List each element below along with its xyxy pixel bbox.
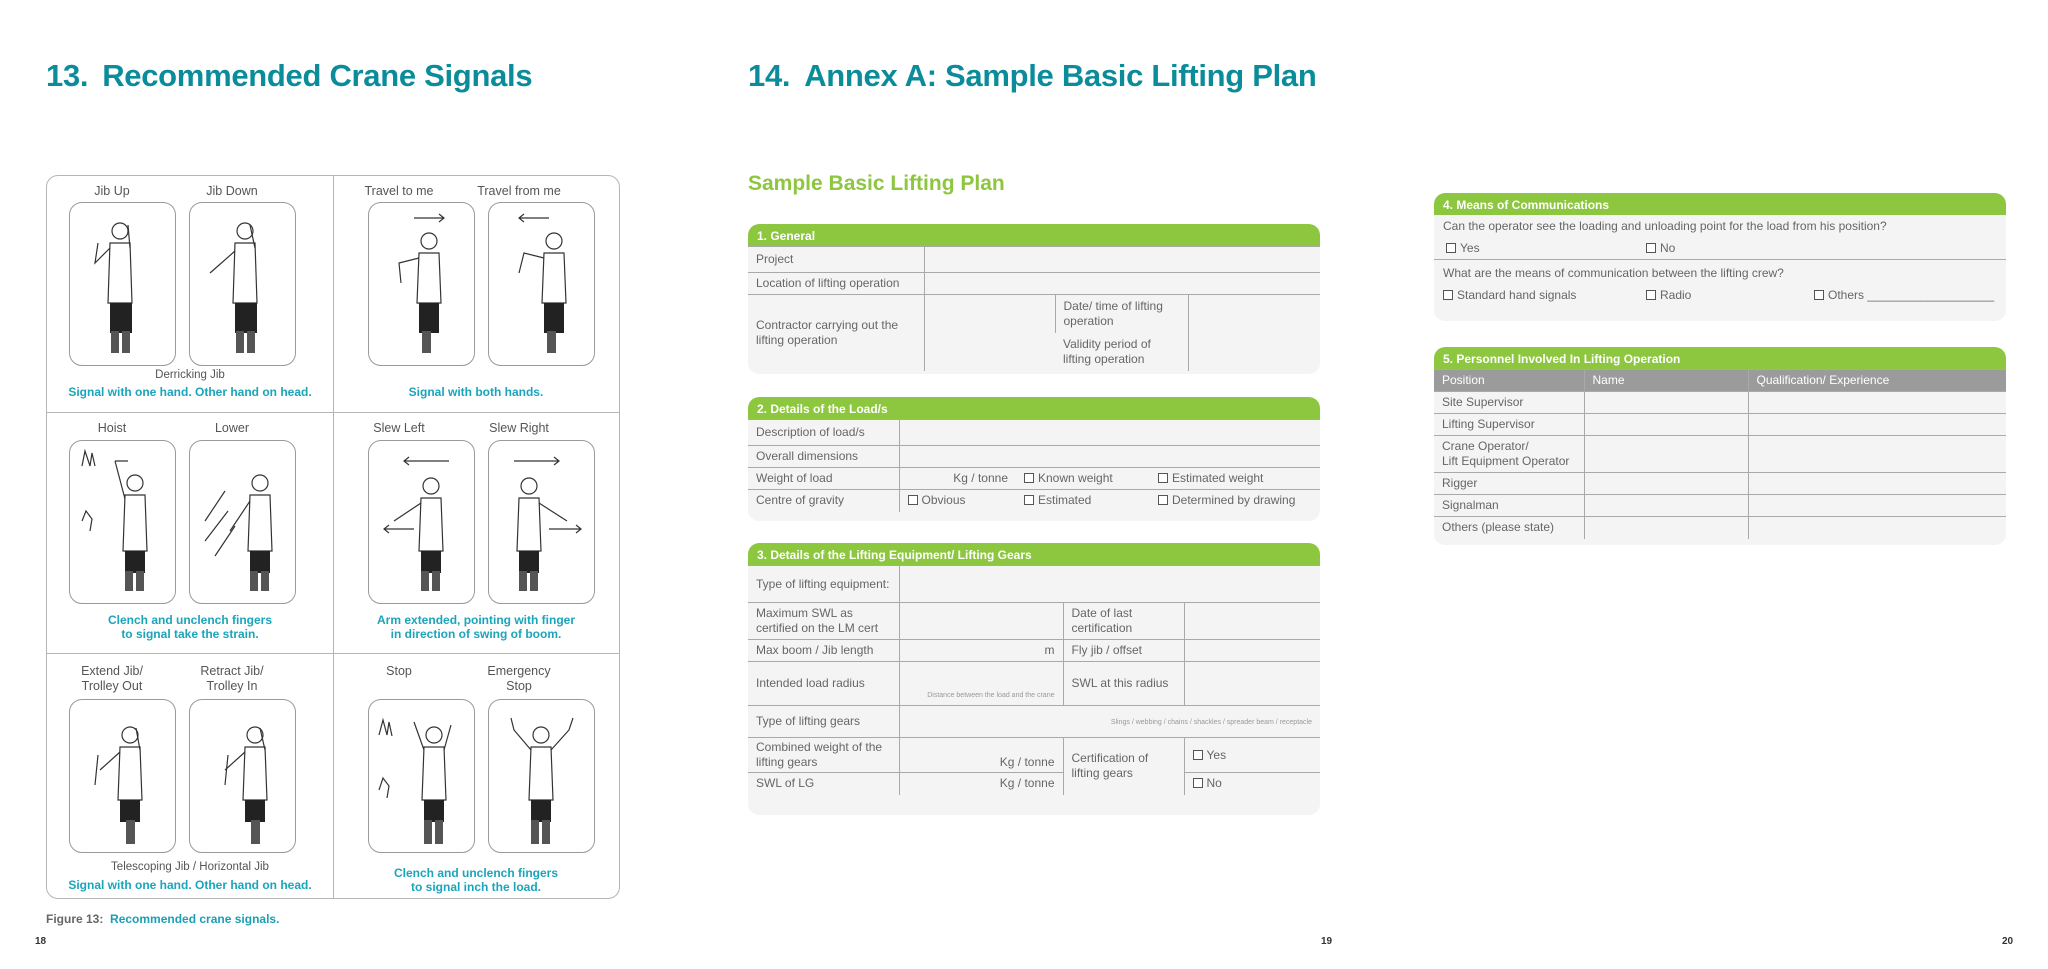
table-row xyxy=(1434,436,2006,473)
field-label: Project xyxy=(748,247,924,273)
option-label: Estimated xyxy=(1038,493,1092,508)
checkbox-icon[interactable] xyxy=(1193,778,1203,788)
column-header: Name xyxy=(1584,370,1748,392)
signal-illustration xyxy=(488,699,595,853)
position-cell: Others (please state) xyxy=(1434,517,1584,539)
contractor-input[interactable] xyxy=(924,295,1055,371)
hand-signals-option[interactable] xyxy=(1443,288,1576,302)
checkbox-icon[interactable] xyxy=(1646,243,1656,253)
checkbox-icon[interactable] xyxy=(1814,290,1824,300)
signal-label-retract-jib: Retract Jib/ Trolley In xyxy=(200,664,264,693)
option-label: Yes xyxy=(1206,747,1227,762)
no-option[interactable] xyxy=(1646,241,1675,255)
field-label: Date of last certification xyxy=(1063,603,1184,640)
field-label: Contractor carrying out the lifting operation xyxy=(748,295,924,371)
section-header: 1. General xyxy=(748,224,1320,246)
section-number: 14. xyxy=(748,58,791,93)
page-18-heading xyxy=(46,58,532,94)
qualification-input[interactable] xyxy=(1748,414,2006,436)
field-label: SWL at this radius xyxy=(1063,662,1184,706)
signal-label-lower: Lower xyxy=(214,421,250,435)
personnel-section xyxy=(1434,347,2006,545)
yes-option[interactable] xyxy=(1446,241,1480,255)
name-input[interactable] xyxy=(1584,414,1748,436)
swl-radius-input[interactable] xyxy=(1184,662,1320,706)
grid-divider xyxy=(47,412,619,413)
general-table xyxy=(748,246,1320,371)
cert-no-option[interactable] xyxy=(1184,773,1320,795)
position-cell: Lifting Supervisor xyxy=(1434,414,1584,436)
checkbox-icon[interactable] xyxy=(1158,495,1168,505)
figure-label: Figure 13: xyxy=(46,912,104,926)
signal-label-slew-right: Slew Right xyxy=(489,421,549,435)
signal-note: Signal with one hand. Other hand on head. xyxy=(68,385,312,399)
radius-hint: Distance between the load and the crane xyxy=(927,692,1055,699)
field-label: Location of lifting operation xyxy=(748,273,924,295)
option-label: Standard hand signals xyxy=(1457,288,1577,302)
signal-label-hoist: Hoist xyxy=(97,421,127,435)
position-cell: Rigger xyxy=(1434,473,1584,495)
field-label: Description of load/s xyxy=(748,420,899,446)
section-header: 4. Means of Communications xyxy=(1434,193,2006,215)
checkbox-icon[interactable] xyxy=(908,495,918,505)
description-input[interactable] xyxy=(899,420,1320,446)
name-input[interactable] xyxy=(1584,517,1748,539)
qualification-input[interactable] xyxy=(1748,495,2006,517)
signal-label-travel-from-me: Travel from me xyxy=(477,184,561,198)
form-subtitle: Sample Basic Lifting Plan xyxy=(748,172,1005,195)
option-label: No xyxy=(1206,776,1222,791)
field-label: Certification of lifting gears xyxy=(1063,738,1184,795)
weight-input[interactable]: Kg / tonne xyxy=(899,468,1016,490)
grid-divider xyxy=(333,176,334,898)
load-table xyxy=(748,419,1320,512)
gears-hint: Slings / webbing / chains / shackles / spreader beam / receptacle xyxy=(1110,719,1312,726)
qualification-input[interactable] xyxy=(1748,392,2006,414)
signal-label-jib-up: Jib Up xyxy=(94,184,130,198)
section-title: Annex A: Sample Basic Lifting Plan xyxy=(804,58,1317,93)
max-swl-input[interactable] xyxy=(899,603,1063,640)
question-text: Can the operator see the loading and unloading point for the load from his position? xyxy=(1443,219,1887,233)
personnel-table xyxy=(1434,369,2006,539)
figure-caption-text: Recommended crane signals. xyxy=(110,912,280,926)
field-label: Intended load radius xyxy=(748,662,899,706)
section-header: 2. Details of the Load/s xyxy=(748,397,1320,419)
checkbox-icon[interactable] xyxy=(1024,495,1034,505)
checkbox-icon[interactable] xyxy=(1158,473,1168,483)
dimensions-input[interactable] xyxy=(899,446,1320,468)
signal-illustration xyxy=(368,699,475,853)
field-label: Overall dimensions xyxy=(748,446,899,468)
page-number: 18 xyxy=(35,936,47,947)
table-row xyxy=(1434,517,2006,539)
column-header: Qualification/ Experience xyxy=(1748,370,2006,392)
general-section xyxy=(748,224,1320,374)
divider xyxy=(1434,259,2006,260)
combined-weight-input[interactable]: Kg / tonne xyxy=(899,738,1063,773)
signal-illustration xyxy=(189,699,296,853)
name-input[interactable] xyxy=(1584,473,1748,495)
field-label: Centre of gravity xyxy=(748,490,899,512)
validity-input[interactable] xyxy=(1188,333,1320,371)
signal-label-extend-jib: Extend Jib/ Trolley Out xyxy=(81,664,143,693)
table-row xyxy=(1434,414,2006,436)
others-option[interactable] xyxy=(1814,288,1994,302)
signal-label-slew-left: Slew Left xyxy=(373,421,425,435)
signal-group-label: Telescoping Jib / Horizontal Jib xyxy=(111,861,269,873)
signal-illustration xyxy=(488,440,595,604)
checkbox-icon[interactable] xyxy=(1446,243,1456,253)
signal-illustration xyxy=(368,440,475,604)
option-label: Estimated weight xyxy=(1172,471,1264,485)
crane-signals-figure xyxy=(46,175,620,899)
option-label: Yes xyxy=(1460,241,1480,255)
qualification-input[interactable] xyxy=(1748,473,2006,495)
project-input[interactable] xyxy=(924,247,1320,273)
page-19-heading xyxy=(748,58,1317,94)
signal-label-emergency-stop: Emergency Stop xyxy=(487,664,551,693)
swl-lg-input[interactable]: Kg / tonne xyxy=(899,773,1063,795)
name-input[interactable] xyxy=(1584,392,1748,414)
field-label: Weight of load xyxy=(748,468,899,490)
cert-yes-option[interactable] xyxy=(1184,738,1320,773)
option-label: Obvious xyxy=(921,493,966,508)
signal-label-travel-to-me: Travel to me xyxy=(364,184,434,198)
equipment-section xyxy=(748,543,1320,815)
known-weight-option[interactable] xyxy=(1016,468,1150,490)
grid-divider xyxy=(47,653,619,654)
signal-note: Signal with both hands. xyxy=(408,385,544,399)
section-title: Recommended Crane Signals xyxy=(102,58,533,93)
field-label: SWL of LG xyxy=(748,773,899,795)
load-section xyxy=(748,397,1320,521)
field-label: Combined weight of the lifting gears xyxy=(748,738,899,773)
signal-label-jib-down: Jib Down xyxy=(206,184,258,198)
column-header: Position xyxy=(1434,370,1584,392)
signal-illustration xyxy=(189,440,296,604)
qualification-input[interactable] xyxy=(1748,517,2006,539)
max-boom-input[interactable]: m xyxy=(899,640,1063,662)
checkbox-icon[interactable] xyxy=(1646,290,1656,300)
estimated-option[interactable] xyxy=(1016,490,1150,512)
table-row xyxy=(1434,473,2006,495)
name-input[interactable] xyxy=(1584,495,1748,517)
equipment-table xyxy=(748,565,1320,795)
field-label: Validity period of lifting operation xyxy=(1063,336,1151,366)
signal-group-label: Derricking Jib xyxy=(155,369,225,381)
equipment-type-input[interactable] xyxy=(899,566,1320,603)
field-label: Type of lifting gears xyxy=(748,706,899,738)
position-cell: Signalman xyxy=(1434,495,1584,517)
field-label: Type of lifting equipment: xyxy=(748,566,899,603)
field-label: Fly jib / offset xyxy=(1063,640,1184,662)
fly-jib-input[interactable] xyxy=(1184,640,1320,662)
checkbox-icon[interactable] xyxy=(1443,290,1453,300)
signal-note: Arm extended, pointing with finger in direction of swing of boom. xyxy=(377,613,575,641)
section-number: 13. xyxy=(46,58,89,93)
signal-illustration xyxy=(69,440,176,604)
table-row xyxy=(1434,392,2006,414)
question-text: What are the means of communication between the lifting crew? xyxy=(1443,266,1784,280)
section-header: 5. Personnel Involved In Lifting Operation xyxy=(1434,347,2006,369)
field-label: Maximum SWL as certified on the LM cert xyxy=(748,603,899,640)
option-label: No xyxy=(1660,241,1676,255)
field-label: Date/ time of lifting operation xyxy=(1055,295,1188,333)
table-row xyxy=(1434,495,2006,517)
signal-illustration xyxy=(189,202,296,366)
signal-label-stop: Stop xyxy=(386,664,412,678)
obvious-option[interactable] xyxy=(899,490,1016,512)
date-time-input[interactable] xyxy=(1188,295,1320,333)
estimated-weight-option[interactable] xyxy=(1150,468,1320,490)
figure-caption xyxy=(46,912,279,926)
page-number: 19 xyxy=(1321,936,1333,947)
option-label: Radio xyxy=(1660,288,1692,302)
option-label: Determined by drawing xyxy=(1172,493,1296,508)
position-cell: Site Supervisor xyxy=(1434,392,1584,414)
option-label: Known weight xyxy=(1038,471,1113,485)
signal-note: Clench and unclench fingers to signal inch the load. xyxy=(393,866,559,894)
qualification-input[interactable] xyxy=(1748,436,2006,473)
page-number: 20 xyxy=(2002,936,2014,947)
signal-illustration xyxy=(69,202,176,366)
name-input[interactable] xyxy=(1584,436,1748,473)
checkbox-icon[interactable] xyxy=(1193,750,1203,760)
field-label: Max boom / Jib length xyxy=(748,640,899,662)
signal-note: Clench and unclench fingers to signal take the strain. xyxy=(107,613,273,641)
radius-input[interactable] xyxy=(899,662,1063,706)
signal-illustration xyxy=(69,699,176,853)
last-cert-input[interactable] xyxy=(1184,603,1320,640)
communications-section xyxy=(1434,193,2006,321)
radio-option[interactable] xyxy=(1646,288,1691,302)
signal-illustration xyxy=(368,202,475,366)
section-header: 3. Details of the Lifting Equipment/ Lifting Gears xyxy=(748,543,1320,565)
determined-option[interactable] xyxy=(1150,490,1320,512)
position-cell: Crane Operator/ Lift Equipment Operator xyxy=(1434,436,1584,473)
gears-type-input[interactable] xyxy=(899,706,1320,738)
location-input[interactable] xyxy=(924,273,1320,295)
signal-illustration xyxy=(488,202,595,366)
checkbox-icon[interactable] xyxy=(1024,473,1034,483)
signal-note: Signal with one hand. Other hand on head. xyxy=(68,878,312,892)
option-label: Others ___________________ xyxy=(1828,288,1995,302)
